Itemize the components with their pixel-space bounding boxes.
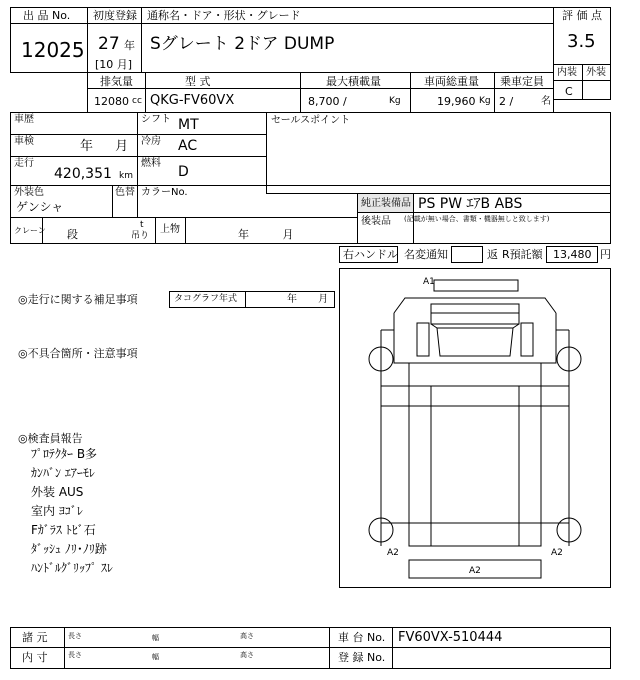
ac-label: 冷房 bbox=[141, 136, 161, 147]
max-load-label: 最大積載量 bbox=[326, 75, 381, 88]
crane-hoist: 吊り bbox=[131, 231, 150, 241]
aftermarket-note: (記載が無い場合、書類・機器無しと致します) bbox=[404, 215, 550, 223]
fuel-label: 燃料 bbox=[141, 158, 161, 169]
aftermarket-label: 後装品 bbox=[361, 216, 391, 227]
dim-length-label: 長さ bbox=[68, 651, 82, 659]
inspector-line: Fｶﾞﾗｽ ﾄﾋﾞ石 bbox=[31, 523, 96, 537]
gross-weight-unit: Kg bbox=[479, 96, 491, 106]
first-reg-label: 初度登録 bbox=[93, 9, 137, 22]
shift-label: シフト bbox=[141, 114, 171, 125]
ext-color-value: ゲンシャ bbox=[16, 200, 64, 214]
damage-mark-left-rear: A2 bbox=[387, 548, 399, 558]
spec-width-label: 幅 bbox=[152, 634, 159, 642]
inspector-line: 外装 AUS bbox=[31, 485, 84, 499]
footer-table bbox=[10, 627, 611, 669]
ext-color-label: 外装色 bbox=[14, 187, 44, 198]
defects-label: ◎不具合箇所・注意事項 bbox=[18, 347, 138, 360]
max-load-unit: Kg bbox=[389, 96, 401, 106]
model-info-value: Sグレート 2ドア DUMP bbox=[150, 34, 335, 54]
tax-label: 返 bbox=[487, 248, 498, 261]
spec-height-label: 高さ bbox=[240, 632, 254, 640]
gross-weight-value: 19,960 bbox=[437, 95, 476, 108]
crane-stage: 段 bbox=[67, 228, 78, 241]
inspector-line: ﾀﾞｯｼｭ ﾉﾘ･ﾉﾘ跡 bbox=[31, 542, 107, 556]
capacity-unit: 名 bbox=[541, 96, 551, 107]
max-load-value: 8,700 / bbox=[308, 95, 347, 108]
name-change-box[interactable] bbox=[451, 246, 483, 263]
inspector-line: ﾊﾝﾄﾞﾙｸﾞﾘｯﾌﾟ ｽﾚ bbox=[31, 561, 113, 575]
dims-label: 内 寸 bbox=[22, 651, 48, 664]
vehicle-condition-diagram bbox=[339, 268, 611, 588]
color-no-label: 色替 bbox=[115, 187, 135, 198]
inspector-line: ｶﾝﾊﾞﾝ ｴｱｰﾓﾚ bbox=[31, 466, 95, 480]
inspection-label: 車検 bbox=[14, 136, 34, 147]
first-reg-year: 27 bbox=[98, 34, 120, 54]
fuel-value: D bbox=[178, 164, 189, 180]
tacho-label: タコグラフ年式 bbox=[174, 294, 238, 304]
equipment-label: 純正装備品 bbox=[361, 198, 411, 209]
inspection-value: 年 月 bbox=[80, 139, 129, 154]
mileage-value: 420,351 bbox=[54, 166, 112, 182]
recycle-unit: 円 bbox=[600, 248, 611, 261]
grade-value: 3.5 bbox=[567, 31, 596, 52]
lot-no-value: 12025 bbox=[21, 38, 85, 62]
crane-label: クレーン bbox=[14, 226, 46, 235]
mileage-label: 走行 bbox=[14, 158, 34, 169]
inspector-label: ◎検査員報告 bbox=[18, 432, 83, 445]
deck-value: 年 月 bbox=[238, 228, 294, 241]
running-notes-label: ◎走行に関する補足事項 bbox=[18, 293, 138, 306]
damage-mark-top: A1 bbox=[423, 277, 435, 287]
color-code-label: カラーNo. bbox=[141, 187, 188, 198]
model-info-label: 通称名・ドア・形状・グレード bbox=[147, 9, 301, 22]
recycle-value: 13,480 bbox=[553, 248, 592, 261]
reg-label: 登 録 No. bbox=[338, 651, 386, 664]
history-label: 車歴 bbox=[14, 114, 34, 125]
name-change-label: 名変通知 bbox=[404, 248, 448, 261]
year-unit: 年 bbox=[124, 39, 135, 52]
gross-weight-label: 車両総重量 bbox=[424, 75, 479, 88]
specs-label: 諸 元 bbox=[22, 631, 48, 644]
capacity-label: 乗車定員 bbox=[500, 75, 544, 88]
spec-length-label: 長さ bbox=[68, 632, 82, 640]
model-type-value: QKG-FV60VX bbox=[150, 93, 235, 108]
chassis-value: FV60VX-510444 bbox=[398, 630, 503, 645]
model-type-label: 型 式 bbox=[185, 75, 211, 88]
interior-value: C bbox=[565, 85, 573, 98]
recycle-label: R預託額 bbox=[502, 248, 543, 261]
displacement-label: 排気量 bbox=[100, 75, 133, 88]
displacement-unit: cc bbox=[132, 96, 142, 106]
grade-label: 評 価 点 bbox=[562, 9, 602, 22]
inspector-line: ﾌﾟﾛﾃｸﾀｰ B多 bbox=[31, 447, 98, 461]
crane-ton: t bbox=[140, 220, 144, 230]
lot-no-label: 出 品 No. bbox=[23, 9, 71, 22]
exterior-label: 外装 bbox=[586, 67, 606, 78]
inspector-line: 室内 ﾖｺﾞﾚ bbox=[31, 504, 83, 518]
mileage-unit: km bbox=[119, 171, 133, 181]
tacho-value: 年 月 bbox=[287, 294, 329, 305]
damage-mark-right-rear: A2 bbox=[551, 548, 563, 558]
first-reg-month: [10 月] bbox=[95, 58, 133, 71]
sales-point-label: セールスポイント bbox=[271, 115, 351, 126]
dim-width-label: 幅 bbox=[152, 653, 159, 661]
equipment-value: PS PW ｴｱB ABS bbox=[418, 196, 523, 212]
capacity-value: 2 / bbox=[499, 95, 514, 108]
right-hand-label: 右ハンドル bbox=[343, 248, 398, 261]
displacement-value: 12080 bbox=[94, 95, 129, 108]
interior-label: 内装 bbox=[557, 67, 577, 78]
ac-value: AC bbox=[178, 138, 198, 154]
deck-label: 上物 bbox=[160, 224, 180, 235]
damage-mark-rear: A2 bbox=[469, 566, 481, 576]
shift-value: MT bbox=[178, 117, 199, 133]
dim-height-label: 高さ bbox=[240, 651, 254, 659]
chassis-label: 車 台 No. bbox=[338, 631, 386, 644]
